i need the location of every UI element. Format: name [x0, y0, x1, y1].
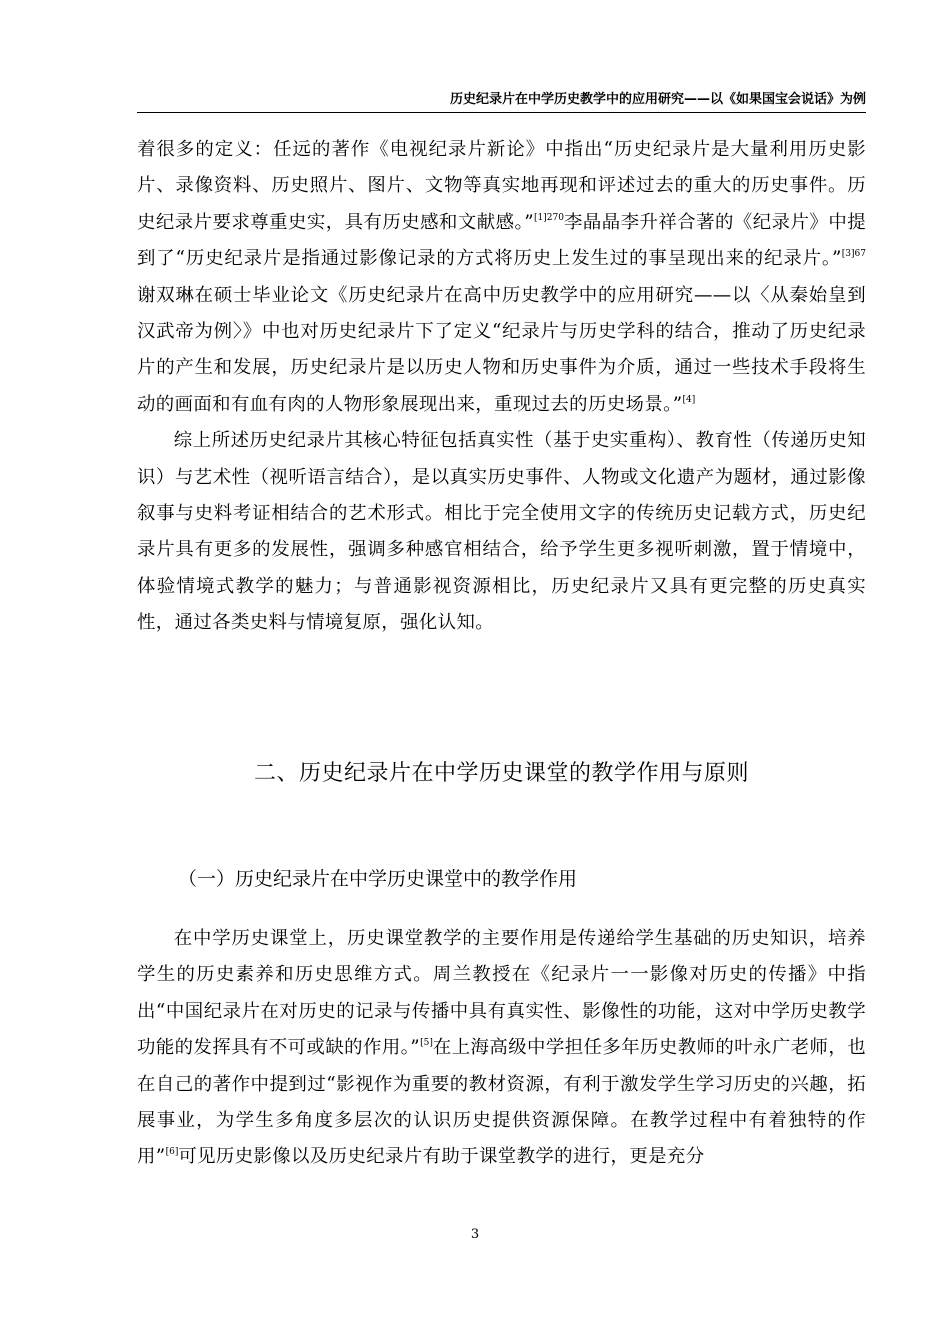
- citation-ref: [1]270: [534, 212, 564, 223]
- body-block-bottom: [137, 921, 866, 1176]
- section-heading: 二、历史纪录片在中学历史课堂的教学作用与原则: [253, 761, 749, 786]
- paragraph-teaching-role: [137, 921, 866, 1176]
- citation-ref: [4]: [682, 394, 696, 405]
- citation-ref: [6]: [165, 1147, 179, 1158]
- subsection-heading: （一）历史纪录片在中学历史课堂中的教学作用: [178, 868, 578, 890]
- running-header: 历史纪录片在中学历史教学中的应用研究——以《如果国宝会说话》为例: [449, 92, 866, 107]
- paragraph-text: 在中学历史课堂上，历史课堂教学的主要作用是传递给学生基础的历史知识，培养学生的历史素养和历史思维方式。周兰教授在《纪录片一一影像对历史的传播》中指出“中国纪录片在对历史的记录与传播中具有真实性、影像性的功能，这对中学历史教学功能的发挥具有不可或缺的作用。”: [137, 928, 866, 1059]
- citation-ref: [5]: [420, 1038, 433, 1049]
- paragraph-text: 可见历史影像以及历史纪录片有助于课堂教学的进行，更是充分: [178, 1146, 705, 1168]
- page-number: 3: [470, 1227, 480, 1242]
- citation-ref: [3]67: [841, 249, 866, 260]
- paragraph-text: 谢双琳在硕士毕业论文《历史纪录片在高中历史教学中的应用研究——以〈从秦始皇到汉武帝为例〉》中也对历史纪录片下了定义“纪录片与历史学科的结合，推动了历史纪录片的产生和发展，历史纪录片是以历史人物和历史事件为介质，通过一些技术手段将生动的画面和有血有肉的人物形象展现出来，重现过去的历史场景。”: [137, 284, 866, 415]
- paragraph-text: 着很多的定义：任远的著作《电视纪录片新论》中指出“历史纪录片是大量利用历史影片、录像资料、历史照片、图片、文物等真实地再现和评述过去的重大的历史事件。历史纪录片要求尊重史实，具有历史感和文献感。”: [137, 139, 866, 233]
- paragraph-text: 李晶晶李升祥合著的《纪录片》中提到了“历史纪录片是指通过影像记录的方式将历史上发生过的事呈现出来的纪录片。”: [137, 211, 866, 270]
- paragraph-summary: 综上所述历史纪录片其核心特征包括真实性（基于史实重构）、教育性（传递历史知识）与艺术性（视听语言结合），是以真实历史事件、人物或文化遗产为题材，通过影像叙事与史料考证相结合的艺术形式。相比于完全使用文字的传统历史记载方式，历史纪录片具有更多的发展性，强调多种感官相结合，给予学生更多视听刺激，置于情境中，体验情境式教学的魅力；与普通影视资源相比，历史纪录片又具有更完整的历史真实性，通过各类史料与情境复原，强化认知。: [137, 430, 866, 634]
- paragraph-text: 在上海高级中学担任多年历史教师的叶永广老师，也在自己的著作中提到过“影视作为重要的教材资源，有利于激发学生学习历史的兴趣，拓展事业，为学生多角度多层次的认识历史提供资源保障。在教学过程中有着独特的作用”: [137, 1037, 866, 1168]
- body-block-top: [137, 132, 866, 642]
- paragraph-definitions: [137, 132, 866, 423]
- header-rule: [137, 112, 866, 113]
